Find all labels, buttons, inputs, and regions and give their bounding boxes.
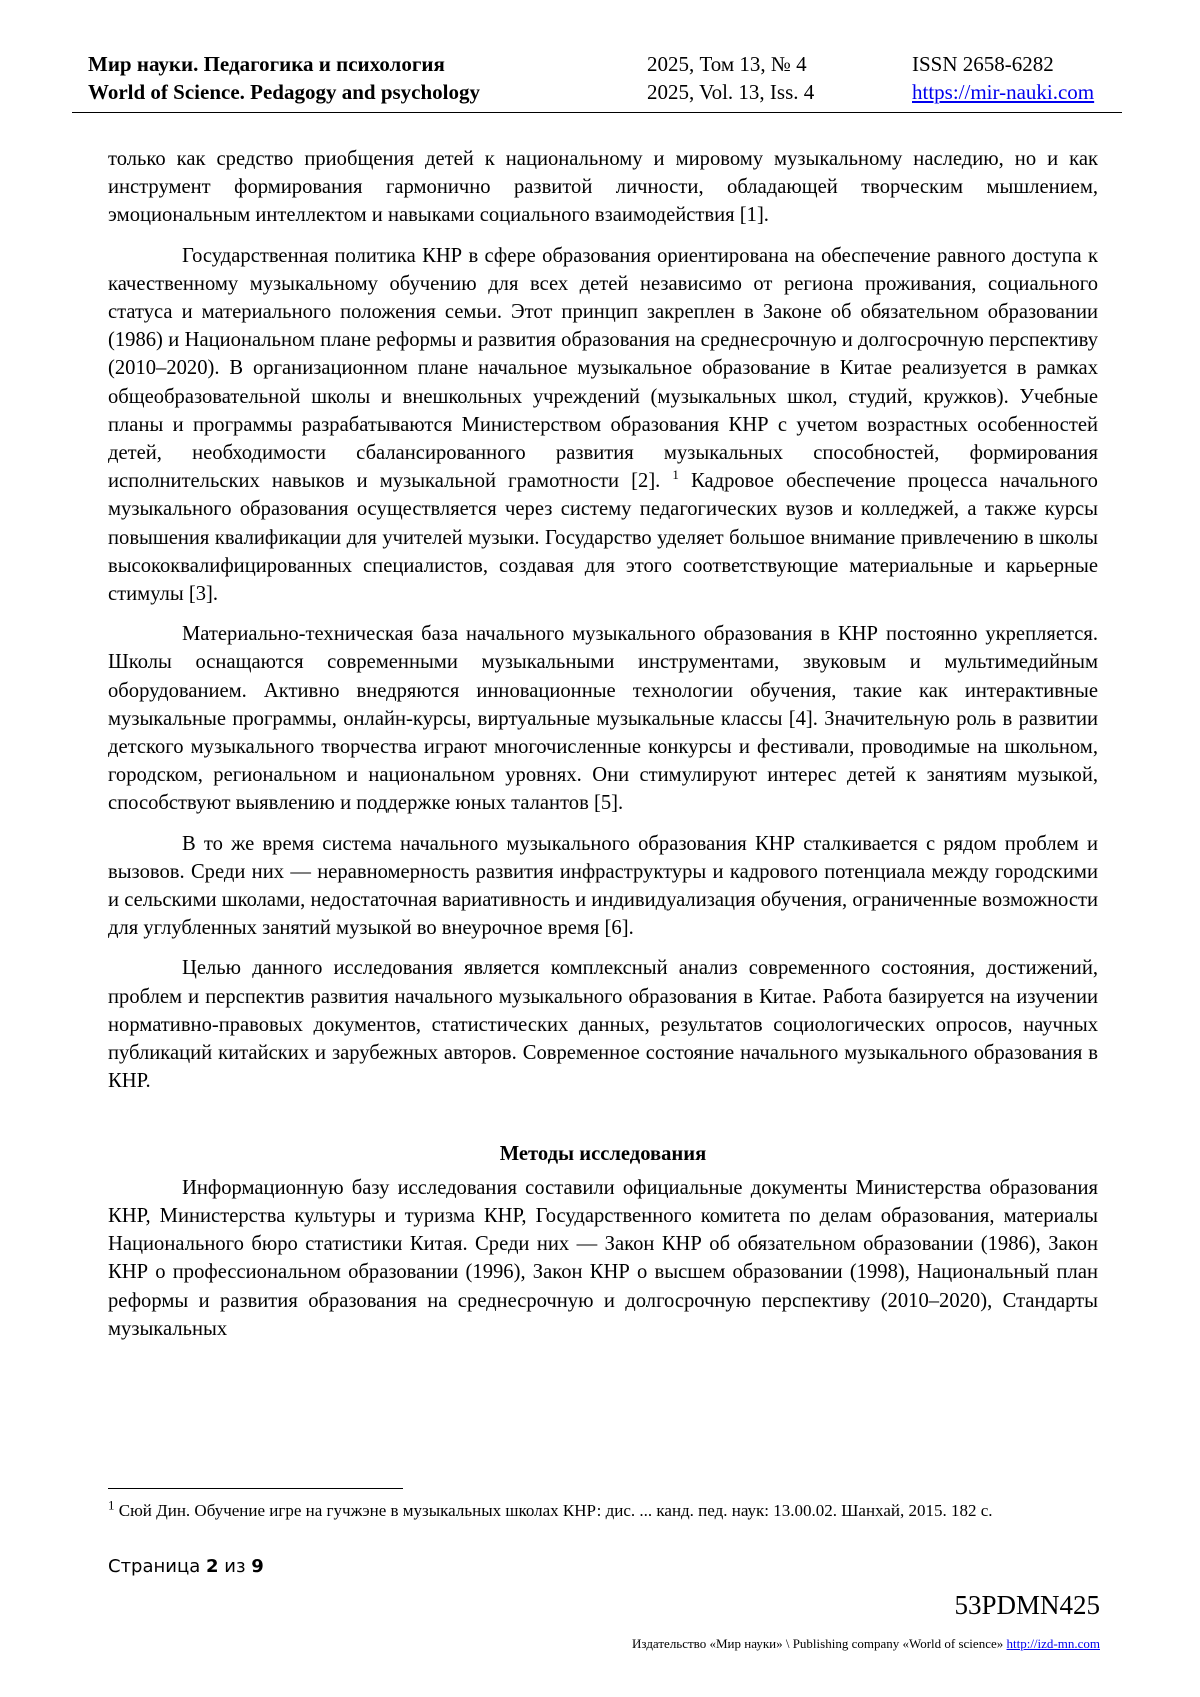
issue-en: 2025, Vol. 13, Iss. 4 — [647, 80, 815, 104]
footnote-mark: 1 — [108, 1497, 115, 1513]
footnote-separator — [108, 1488, 403, 1489]
issue-ru: 2025, Том 13, № 4 — [647, 52, 807, 76]
paragraph-4: В то же время система начального музыкального образования КНР сталкивается с рядом проблем и вызовов. Среди них — неравномерность развития инфраструктуры и кадрового потенциала между городскими и сельскими школами, недостаточная вариативность и индивидуализация обучения, ограниченные возможности для углубленных занятий музыкой во внеурочное время [6]. — [108, 832, 1098, 940]
paragraph-1: только как средство приобщения детей к национальному и мировому музыкальному наследию, но и как инструмент формирования гармонично развитой личности, обладающей творческим мышлением, эмоциональным интеллектом и навыками социального взаимодействия [1]. — [108, 148, 1098, 227]
page-number — [108, 1556, 264, 1577]
paragraph-5: Целью данного исследования является комплексный анализ современного состояния, достижений, проблем и перспектив развития начального музыкального образования в Китае. Работа базируется на изучении нормативно-правовых документов, статистических данных, результатов социологических опросов, научных публикаций китайских и зарубежных авторов. Современное состояние начального музыкального образования в КНР. — [108, 957, 1098, 1093]
footnote-text: Сюй Дин. Обучение игре на гучжэне в музыкальных школах КНР: дис. ... канд. пед. наук: 13.00.02. Шанхай, 2015. 182 с. — [118, 1501, 993, 1520]
paragraph-3: Материально-техническая база начального музыкального образования в КНР постоянно укрепляется. Школы оснащаются современными музыкальными инструментами, звуковым и мультимедийным оборудованием. Активно внедряются инновационные технологии обучения, такие как интерактивные музыкальные программы, онлайн-курсы, виртуальные музыкальные классы [4]. Значительную роль в развитии детского музыкального творчества играют многочисленные конкурсы и фестивали, проводимые на школьном, городском, региональном и национальном уровнях. Они стимулируют интерес детей к занятиям музыкой, способствуют выявлению и поддержке юных талантов [5]. — [108, 623, 1098, 815]
paragraph-2 — [108, 242, 1098, 609]
article-code: 53PDMN425 — [954, 1590, 1100, 1620]
page-word: Страница — [108, 1556, 201, 1577]
page-total: 9 — [251, 1556, 264, 1577]
journal-header — [72, 50, 1122, 113]
journal-title-en: World of Science. Pedagogy and psychology — [88, 80, 481, 104]
journal-title-ru: Мир науки. Педагогика и психология — [88, 52, 445, 76]
publisher-line — [632, 1636, 1100, 1652]
footnote — [108, 1499, 1098, 1522]
paragraph-2-part-a: Государственная политика КНР в сфере образования ориентирована на обеспечение равного доступа к качественному музыкальному обучению для всех детей независимо от региона проживания, социального статуса и материального положения семьи. Этот принцип закреплен в Законе об обязательном образовании (1986) и Национальном плане реформы и развития образования на среднесрочную и долгосрочную перспективу (2010–2020). В организационном плане начальное музыкальное образование в Китае реализуется в рамках общеобразовательной школы и внешкольных учреждений (музыкальных школ, студий, кружков). Учебные планы и программы разрабатываются Министерством образования КНР с учетом возрастных особенностей детей, необходимости сбалансированного развития музыкальных способностей, формирования исполнительских навыков и музыкальной грамотности [2]. — [108, 244, 1098, 493]
paragraph-6: Информационную базу исследования составили официальные документы Министерства образования КНР, Министерства культуры и туризма КНР, Государственного комитета по делам образования, материалы Национального бюро статистики Китая. Среди них — Закон КНР об обязательном образовании (1986), Закон КНР о профессиональном образовании (1996), Закон КНР о высшем образовании (1998), Национальный план реформы и развития образования на среднесрочную и долгосрочную перспективу (2010–2020), Стандарты музыкальных — [108, 1176, 1098, 1340]
footnote-ref[interactable]: 1 — [672, 467, 679, 483]
publisher-url-link[interactable]: http://izd-mn.com — [1006, 1636, 1100, 1651]
paragraph-2-part-b: Кадровое обеспечение процесса начального музыкального образования осуществляется через систему педагогических вузов и колледжей, а также курсы повышения квалификации для учителей музыки. Государство уделяет большое внимание привлечению в школы высококвалифицированных специалистов, создавая для этого соответствующие материальные и карьерные стимулы [3]. — [108, 470, 1098, 606]
publisher-text: Издательство «Мир науки» \ Publishing company «World of science» — [632, 1636, 1004, 1651]
issn: ISSN 2658-6282 — [912, 52, 1054, 76]
issue-block — [647, 50, 814, 106]
page-current: 2 — [206, 1556, 219, 1577]
issn-block — [912, 50, 1094, 106]
journal-url-link[interactable]: https://mir-nauki.com — [912, 80, 1095, 104]
article-body — [108, 145, 1098, 1355]
section-title-methods: Методы исследования — [499, 1142, 707, 1165]
journal-title-block — [88, 50, 480, 106]
page-of: из — [224, 1556, 246, 1577]
